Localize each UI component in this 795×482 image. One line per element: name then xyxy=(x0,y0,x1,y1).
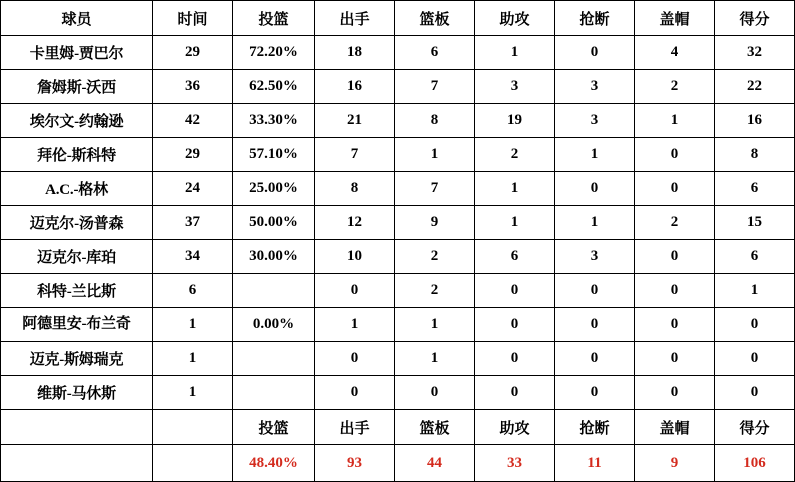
table-row xyxy=(1,274,795,308)
totals-value-points: 106 xyxy=(715,445,795,482)
cell-points: 0 xyxy=(715,376,795,410)
cell-rebounds: 7 xyxy=(395,172,475,206)
cell-fg-pct: 50.00% xyxy=(233,206,315,240)
cell-rebounds: 0 xyxy=(395,376,475,410)
cell-rebounds: 7 xyxy=(395,70,475,104)
totals-label-attempts: 出手 xyxy=(315,410,395,445)
cell-rebounds: 2 xyxy=(395,274,475,308)
table-row xyxy=(1,138,795,172)
totals-label-row xyxy=(1,410,795,445)
cell-assists: 3 xyxy=(475,70,555,104)
cell-attempts: 18 xyxy=(315,36,395,70)
cell-rebounds: 1 xyxy=(395,342,475,376)
cell-steals: 3 xyxy=(555,240,635,274)
cell-attempts: 8 xyxy=(315,172,395,206)
cell-attempts: 7 xyxy=(315,138,395,172)
cell-points: 15 xyxy=(715,206,795,240)
cell-blocks: 0 xyxy=(635,342,715,376)
cell-attempts: 0 xyxy=(315,274,395,308)
cell-rebounds: 2 xyxy=(395,240,475,274)
table-row xyxy=(1,240,795,274)
cell-steals: 0 xyxy=(555,274,635,308)
cell-points: 0 xyxy=(715,342,795,376)
cell-minutes: 1 xyxy=(153,342,233,376)
cell-points: 0 xyxy=(715,308,795,342)
cell-blocks: 0 xyxy=(635,376,715,410)
table-row xyxy=(1,172,795,206)
cell-points: 32 xyxy=(715,36,795,70)
table-row xyxy=(1,342,795,376)
cell-points: 8 xyxy=(715,138,795,172)
cell-steals: 0 xyxy=(555,342,635,376)
cell-assists: 1 xyxy=(475,36,555,70)
cell-blocks: 0 xyxy=(635,240,715,274)
table-body xyxy=(1,36,795,482)
player-name: 迈克尔-汤普森 xyxy=(1,206,153,240)
column-header-assists: 助攻 xyxy=(475,1,555,36)
player-name: 科特-兰比斯 xyxy=(1,274,153,308)
table-row xyxy=(1,308,795,342)
totals-value-rebounds: 44 xyxy=(395,445,475,482)
cell-fg-pct: 30.00% xyxy=(233,240,315,274)
cell-points: 22 xyxy=(715,70,795,104)
cell-blocks: 1 xyxy=(635,104,715,138)
cell-steals: 0 xyxy=(555,376,635,410)
table-row xyxy=(1,376,795,410)
cell-steals: 1 xyxy=(555,206,635,240)
cell-fg-pct: 25.00% xyxy=(233,172,315,206)
totals-label-assists: 助攻 xyxy=(475,410,555,445)
cell-attempts: 16 xyxy=(315,70,395,104)
totals-value-blocks: 9 xyxy=(635,445,715,482)
totals-value-assists: 33 xyxy=(475,445,555,482)
player-name: A.C.-格林 xyxy=(1,172,153,206)
cell-minutes: 42 xyxy=(153,104,233,138)
cell-blocks: 0 xyxy=(635,274,715,308)
totals-label-empty-minutes xyxy=(153,410,233,445)
cell-assists: 2 xyxy=(475,138,555,172)
cell-assists: 0 xyxy=(475,308,555,342)
cell-attempts: 21 xyxy=(315,104,395,138)
cell-minutes: 29 xyxy=(153,138,233,172)
cell-minutes: 24 xyxy=(153,172,233,206)
cell-steals: 0 xyxy=(555,172,635,206)
cell-blocks: 0 xyxy=(635,308,715,342)
totals-value-fg-pct: 48.40% xyxy=(233,445,315,482)
totals-value-empty-minutes xyxy=(153,445,233,482)
column-header-points: 得分 xyxy=(715,1,795,36)
player-name: 阿德里安-布兰奇 xyxy=(1,308,153,342)
cell-assists: 0 xyxy=(475,342,555,376)
column-header-fg-pct: 投篮 xyxy=(233,1,315,36)
totals-label-fg-pct: 投篮 xyxy=(233,410,315,445)
cell-assists: 0 xyxy=(475,274,555,308)
table-row xyxy=(1,36,795,70)
totals-label-points: 得分 xyxy=(715,410,795,445)
cell-minutes: 37 xyxy=(153,206,233,240)
column-header-minutes: 时间 xyxy=(153,1,233,36)
cell-attempts: 10 xyxy=(315,240,395,274)
cell-points: 1 xyxy=(715,274,795,308)
cell-assists: 19 xyxy=(475,104,555,138)
table-row xyxy=(1,104,795,138)
totals-label-steals: 抢断 xyxy=(555,410,635,445)
cell-minutes: 34 xyxy=(153,240,233,274)
cell-steals: 3 xyxy=(555,104,635,138)
player-name: 埃尔文-约翰逊 xyxy=(1,104,153,138)
totals-value-attempts: 93 xyxy=(315,445,395,482)
cell-steals: 1 xyxy=(555,138,635,172)
column-header-attempts: 出手 xyxy=(315,1,395,36)
cell-rebounds: 1 xyxy=(395,138,475,172)
cell-fg-pct: 33.30% xyxy=(233,104,315,138)
player-name: 维斯-马休斯 xyxy=(1,376,153,410)
cell-fg-pct xyxy=(233,376,315,410)
cell-points: 16 xyxy=(715,104,795,138)
cell-rebounds: 6 xyxy=(395,36,475,70)
totals-value-row xyxy=(1,445,795,482)
cell-blocks: 2 xyxy=(635,70,715,104)
cell-minutes: 29 xyxy=(153,36,233,70)
player-name: 拜伦-斯科特 xyxy=(1,138,153,172)
cell-attempts: 12 xyxy=(315,206,395,240)
totals-label-blocks: 盖帽 xyxy=(635,410,715,445)
cell-attempts: 1 xyxy=(315,308,395,342)
table-row xyxy=(1,70,795,104)
cell-fg-pct: 62.50% xyxy=(233,70,315,104)
column-header-rebounds: 篮板 xyxy=(395,1,475,36)
cell-fg-pct: 72.20% xyxy=(233,36,315,70)
player-name: 迈克-斯姆瑞克 xyxy=(1,342,153,376)
cell-rebounds: 1 xyxy=(395,308,475,342)
cell-minutes: 1 xyxy=(153,308,233,342)
cell-fg-pct xyxy=(233,274,315,308)
cell-blocks: 0 xyxy=(635,138,715,172)
totals-label-empty-player xyxy=(1,410,153,445)
column-header-steals: 抢断 xyxy=(555,1,635,36)
cell-attempts: 0 xyxy=(315,376,395,410)
player-name: 迈克尔-库珀 xyxy=(1,240,153,274)
cell-minutes: 36 xyxy=(153,70,233,104)
table-row xyxy=(1,206,795,240)
cell-minutes: 1 xyxy=(153,376,233,410)
cell-blocks: 0 xyxy=(635,172,715,206)
table-header xyxy=(1,1,795,36)
column-header-player: 球员 xyxy=(1,1,153,36)
cell-points: 6 xyxy=(715,240,795,274)
cell-assists: 0 xyxy=(475,376,555,410)
player-name: 卡里姆-贾巴尔 xyxy=(1,36,153,70)
cell-assists: 6 xyxy=(475,240,555,274)
header-row xyxy=(1,1,795,36)
totals-value-steals: 11 xyxy=(555,445,635,482)
player-name: 詹姆斯-沃西 xyxy=(1,70,153,104)
totals-label-rebounds: 篮板 xyxy=(395,410,475,445)
cell-assists: 1 xyxy=(475,206,555,240)
cell-steals: 3 xyxy=(555,70,635,104)
cell-blocks: 4 xyxy=(635,36,715,70)
cell-rebounds: 8 xyxy=(395,104,475,138)
cell-blocks: 2 xyxy=(635,206,715,240)
cell-fg-pct xyxy=(233,342,315,376)
cell-rebounds: 9 xyxy=(395,206,475,240)
cell-steals: 0 xyxy=(555,36,635,70)
cell-steals: 0 xyxy=(555,308,635,342)
cell-fg-pct: 57.10% xyxy=(233,138,315,172)
cell-assists: 1 xyxy=(475,172,555,206)
cell-points: 6 xyxy=(715,172,795,206)
column-header-blocks: 盖帽 xyxy=(635,1,715,36)
cell-fg-pct: 0.00% xyxy=(233,308,315,342)
cell-minutes: 6 xyxy=(153,274,233,308)
totals-value-empty-player xyxy=(1,445,153,482)
cell-attempts: 0 xyxy=(315,342,395,376)
